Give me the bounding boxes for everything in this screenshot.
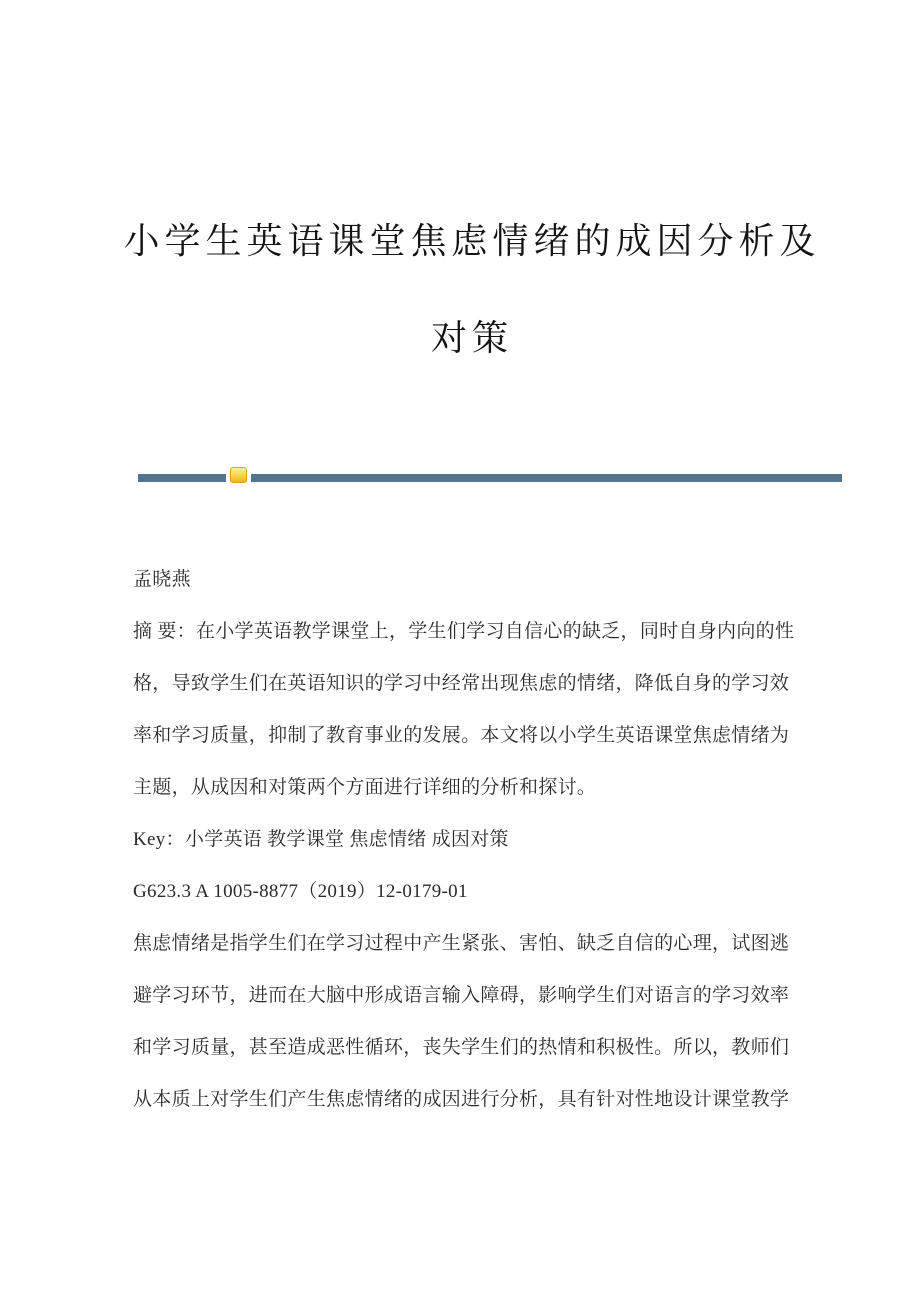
body-paragraph-line: 和学习质量，甚至造成恶性循环，丧失学生们的热情和积极性。所以，教师们 <box>133 1037 790 1058</box>
document-title-line-2: 对策 <box>430 318 513 358</box>
divider-marker-icon <box>230 467 247 483</box>
article-info-line: G623.3 A 1005-8877（2019）12-0179-01 <box>133 881 468 902</box>
body-paragraph-line: 从本质上对学生们产生焦虑情绪的成因进行分析，具有针对性地设计课堂教学 <box>133 1089 790 1110</box>
article-text-block <box>133 554 793 1126</box>
abstract-line: 率和学习质量，抑制了教育事业的发展。本文将以小学生英语课堂焦虑情绪为 <box>133 725 790 746</box>
section-divider <box>138 474 842 482</box>
keywords-line: Key：小学英语 教学课堂 焦虑情绪 成因对策 <box>133 829 509 850</box>
body-paragraph-line: 避学习环节，进而在大脑中形成语言输入障碍，影响学生们对语言的学习效率 <box>133 985 790 1006</box>
abstract-line: 主题，从成因和对策两个方面进行详细的分析和探讨。 <box>133 777 597 798</box>
abstract-line: 摘 要：在小学英语教学课堂上，学生们学习自信心的缺乏，同时自身内向的性 <box>133 621 795 642</box>
document-title-line-1: 小学生英语课堂焦虑情绪的成因分析及 <box>123 221 821 261</box>
author-name: 孟晓燕 <box>133 569 191 590</box>
abstract-line: 格，导致学生们在英语知识的学习中经常出现焦虑的情绪，降低自身的学习效 <box>133 673 790 694</box>
body-paragraph-line: 焦虑情绪是指学生们在学习过程中产生紧张、害怕、缺乏自信的心理，试图逃 <box>133 933 790 954</box>
